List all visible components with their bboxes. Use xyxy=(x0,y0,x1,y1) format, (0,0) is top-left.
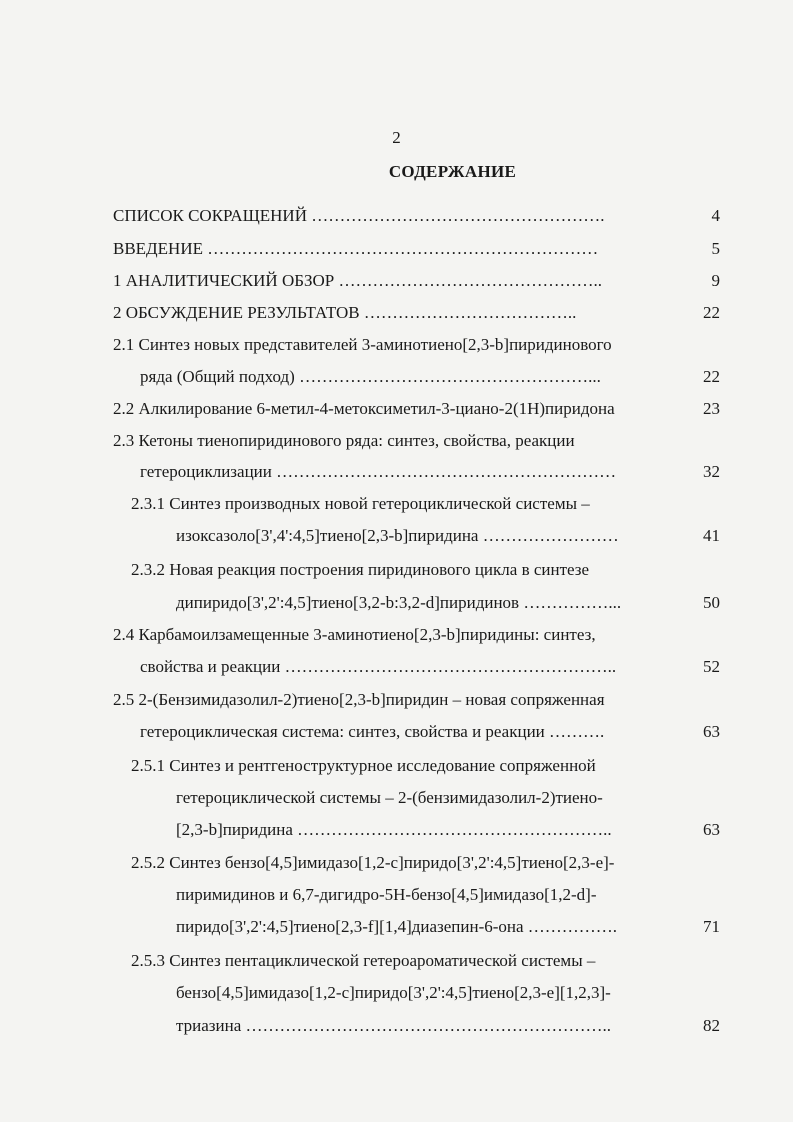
toc-entry-line: 2 ОБСУЖДЕНИЕ РЕЗУЛЬТАТОВ ……………………………….. xyxy=(113,303,577,322)
toc-page-number: 71 xyxy=(703,917,720,936)
page-number: 2 xyxy=(392,128,401,147)
toc-entry-line: 2.3.1 Синтез производных новой гетероциклической системы – xyxy=(131,494,590,513)
toc-page-number: 82 xyxy=(703,1016,720,1035)
toc-entry-line: 2.5.1 Синтез и рентгеноструктурное исследование сопряженной xyxy=(131,756,596,775)
toc-page-number: 32 xyxy=(703,462,720,481)
toc-entry-line: гетероциклической системы – 2-(бензимидазолил-2)тиено- xyxy=(176,788,603,807)
toc-entry-line: 2.3 Кетоны тиенопиридинового ряда: синтез, свойства, реакции xyxy=(113,431,575,450)
toc-page-number: 63 xyxy=(703,722,720,741)
toc-page-number: 22 xyxy=(703,367,720,386)
toc-entry-line: СПИСОК СОКРАЩЕНИЙ ……………………………………………. xyxy=(113,206,605,225)
toc-entry-line: бензо[4,5]имидазо[1,2-c]пиридо[3',2':4,5]тиено[2,3-e][1,2,3]- xyxy=(176,983,611,1002)
toc-entry-line: 1 АНАЛИТИЧЕСКИЙ ОБЗОР ……………………………………….. xyxy=(113,271,602,290)
toc-page-number: 9 xyxy=(711,271,720,290)
toc-entry-line: пиримидинов и 6,7-дигидро-5H-бензо[4,5]имидазо[1,2-d]- xyxy=(176,885,597,904)
toc-entry-line: 2.5.2 Синтез бензо[4,5]имидазо[1,2-c]пиридо[3',2':4,5]тиено[2,3-e]- xyxy=(131,853,615,872)
toc-entry-line: ряда (Общий подход) ……………………………………………... xyxy=(140,367,601,386)
toc-entry-line: триазина ……………………………………………………….. xyxy=(176,1016,611,1035)
toc-entry-line: 2.2 Алкилирование 6-метил-4-метоксиметил-3-циано-2(1Н)пиридона xyxy=(113,399,615,418)
toc-entry-line: 2.3.2 Новая реакция построения пиридинового цикла в синтезе xyxy=(131,560,590,579)
toc-entry-line: гетероциклизации …………………………………………………… xyxy=(140,462,617,481)
toc-entry-line: ВВЕДЕНИЕ …………………………………………………………… xyxy=(113,239,599,258)
toc-page-number: 41 xyxy=(703,526,720,545)
toc-entry-line: [2,3-b]пиридина ……………………………………………….. xyxy=(176,820,612,839)
toc-entry-line: дипиридо[3',2':4,5]тиено[3,2-b:3,2-d]пиридинов ……………... xyxy=(176,593,622,612)
toc-page-number: 23 xyxy=(703,399,720,418)
toc-entry-line: гетероциклическая система: синтез, свойства и реакции ………. xyxy=(140,722,605,741)
toc-page-number: 52 xyxy=(703,657,720,676)
toc-entry-line: изоксазоло[3',4':4,5]тиено[2,3-b]пиридина …………………… xyxy=(176,526,619,545)
toc-entry-line: пиридо[3',2':4,5]тиено[2,3-f][1,4]диазепин-6-она ……………. xyxy=(176,917,618,936)
toc-page-number: 22 xyxy=(703,303,720,322)
toc-page-number: 5 xyxy=(711,239,720,258)
toc-page-number: 50 xyxy=(703,593,720,612)
page-title: СОДЕРЖАНИЕ xyxy=(388,162,517,181)
toc-entry-line: 2.5.3 Синтез пентациклической гетероароматической системы – xyxy=(131,951,596,970)
toc-page-number: 4 xyxy=(711,206,720,225)
toc-page-number: 63 xyxy=(703,820,720,839)
toc-entry-line: свойства и реакции ………………………………………………….. xyxy=(140,657,617,676)
toc-entry-line: 2.4 Карбамоилзамещенные 3-аминотиено[2,3-b]пиридины: синтез, xyxy=(113,625,596,644)
toc-entry-line: 2.1 Синтез новых представителей 3-аминотиено[2,3-b]пиридинового xyxy=(113,335,612,354)
toc-entry-line: 2.5 2-(Бензимидазолил-2)тиено[2,3-b]пиридин – новая сопряженная xyxy=(113,690,605,709)
